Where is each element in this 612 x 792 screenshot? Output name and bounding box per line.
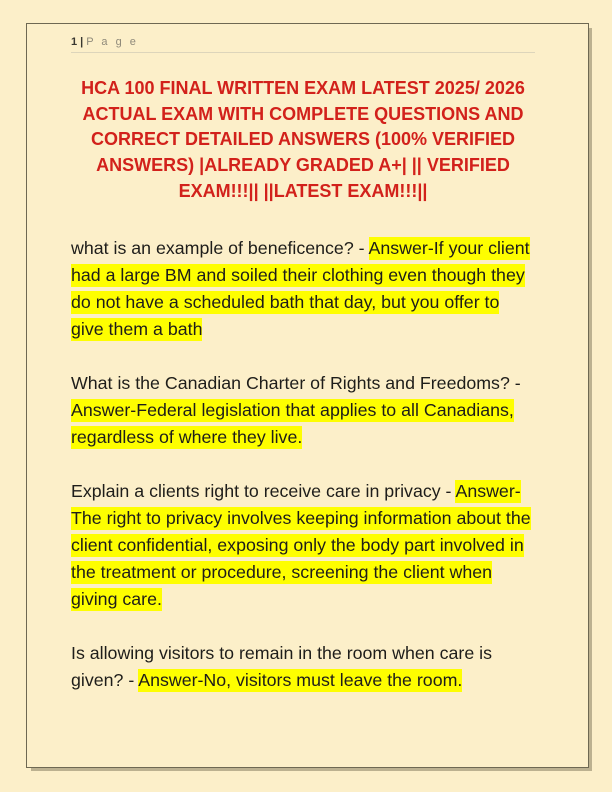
page-content xyxy=(71,36,535,694)
question-text: What is the Canadian Charter of Rights and Freedoms? - xyxy=(71,372,521,393)
qa-section xyxy=(71,235,535,694)
answer-highlight: Answer-The right to privacy involves keeping information about the client confidential, exposing only the body part involved in the treatment or procedure, screening the client when giving care. xyxy=(71,480,531,609)
header-rule xyxy=(71,52,535,53)
answer-highlight: Answer-No, visitors must leave the room. xyxy=(138,669,463,690)
exam-title: HCA 100 FINAL WRITTEN EXAM LATEST 2025/ 2026 ACTUAL EXAM WITH COMPLETE QUESTIONS AND CORRECT DETAILED ANSWERS (100% VERIFIED ANSWERS) |ALREADY GRADED A+| || VERIFIED EXAM!!!|| ||LATEST EXAM!!!|| xyxy=(81,78,525,201)
page-header-separator: | xyxy=(80,36,84,48)
question-text: Explain a clients right to receive care in privacy - xyxy=(71,480,456,501)
page-word-label: P a g e xyxy=(86,36,139,48)
qa-paragraph xyxy=(71,640,535,694)
qa-paragraph xyxy=(71,370,535,451)
qa-paragraph xyxy=(71,478,535,613)
page-header xyxy=(71,36,535,49)
answer-highlight: Answer-If your client had a large BM and soiled their clothing even though they do not have a scheduled bath that day, but you offer to give them a bath xyxy=(71,237,530,339)
question-text: Is allowing visitors to remain in the room when care is given? - xyxy=(71,642,492,690)
page-number: 1 xyxy=(71,36,78,48)
question-text: what is an example of beneficence? - xyxy=(71,237,369,258)
answer-highlight: Answer-Federal legislation that applies to all Canadians, regardless of where they live. xyxy=(71,399,514,447)
qa-paragraph xyxy=(71,235,535,343)
